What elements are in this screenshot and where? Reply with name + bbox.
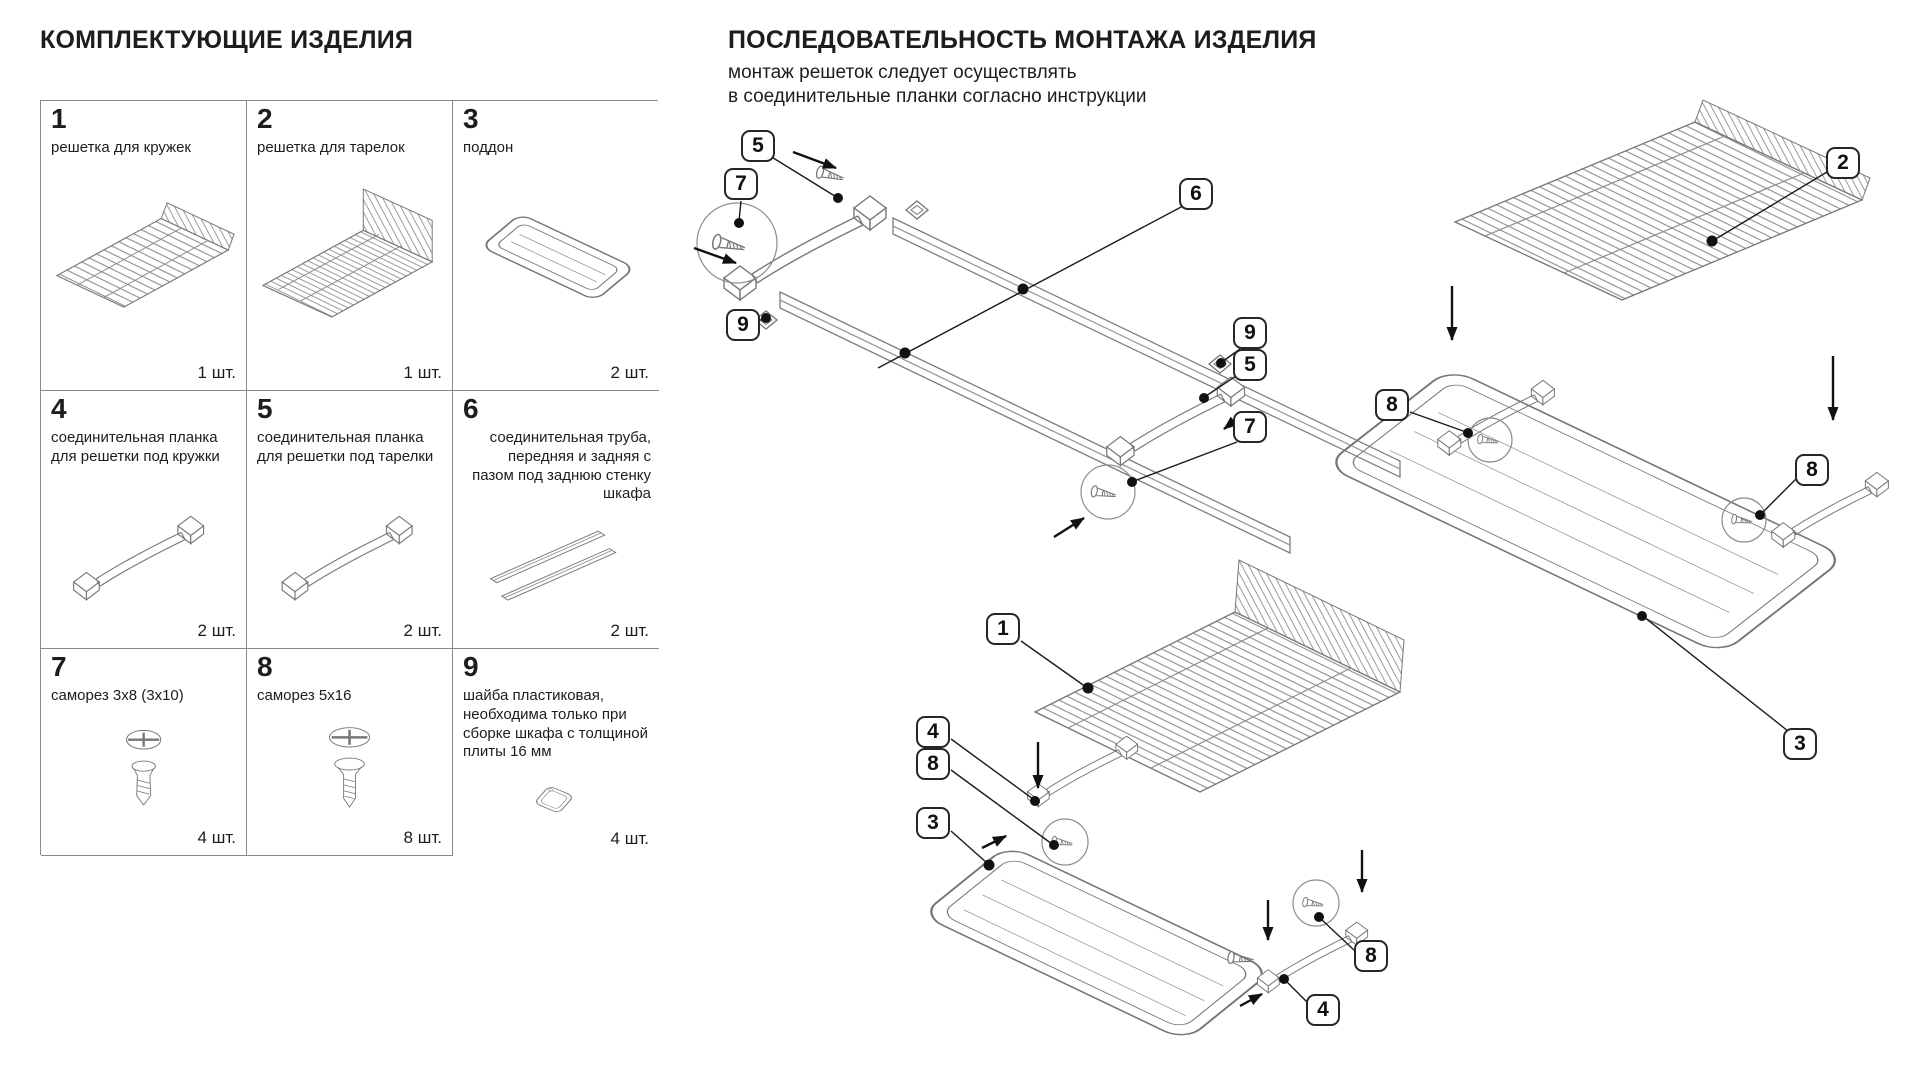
callout-9-washer: 9 [726,309,760,341]
part-qty: 2 шт. [610,363,649,382]
part-desc: решетка для кружек [51,139,191,156]
callout-5-plank-right: 5 [1233,349,1267,381]
connecting-tubes-drawing [459,509,653,612]
part-number: 5 [257,393,273,424]
part-desc: поддон [463,139,514,156]
cup-rack-drawing [47,167,240,354]
drip-tray [921,845,1272,1041]
part-number: 7 [51,651,67,682]
part-cell-5 [247,391,453,649]
callout-5-plank: 5 [741,130,775,162]
callout-7-screw: 7 [724,168,758,200]
part-number: 6 [463,393,479,424]
leader-dots [734,193,1226,487]
diagram-cup-rack-mounting [1325,100,1888,731]
callout-8-screw-bottom: 8 [1354,940,1388,972]
part-number: 2 [257,103,273,134]
plate-rack-drawing [253,167,446,354]
callout-3-tray: 3 [916,807,950,839]
part-qty: 2 шт. [197,621,236,640]
part-desc: соединительная планка для решетки под тарелки [257,429,434,465]
callout-3-tray-right: 3 [1783,728,1817,760]
assembly-panel-title: ПОСЛЕДОВАТЕЛЬНОСТЬ МОНТАЖА ИЗДЕЛИЯ [728,26,1317,54]
callout-6-tube: 6 [1179,178,1213,210]
part-qty: 4 шт. [610,829,649,848]
part-qty: 4 шт. [197,828,236,847]
part-cell-6 [453,391,659,649]
parts-panel-title: КОМПЛЕКТУЮЩИЕ ИЗДЕЛИЯ [40,26,414,54]
part-cell-7 [41,649,247,856]
callout-4-plank-bottom: 4 [1306,994,1340,1026]
part-number: 8 [257,651,273,682]
part-qty: 2 шт. [610,621,649,640]
part-desc: саморез 5x16 [257,687,352,704]
callout-2-plate-rack: 2 [1826,147,1860,179]
part-qty: 1 шт. [197,363,236,382]
part-desc: шайба пластиковая, необходима только при сборке шкафа с толщиной плиты 16 мм [463,687,648,761]
callout-4-plank: 4 [916,716,950,748]
screw-large-drawing [253,721,446,819]
part-desc: соединительная труба, передняя и задняя с пазом под заднюю стенку шкафа [472,429,651,503]
connecting-plank-drawing [47,509,240,612]
part-qty: 1 шт. [403,363,442,382]
callout-9-washer-right: 9 [1233,317,1267,349]
connecting-plank-drawing [253,509,446,612]
parts-grid [40,100,658,855]
assembly-subtitle-line2: в соединительные планки согласно инструкции [728,86,1147,107]
diagram-frame-assembly [694,152,1400,553]
part-cell-4 [41,391,247,649]
part-cell-9 [453,649,659,856]
screw-small-drawing [47,721,240,819]
plastic-washer-drawing [459,783,653,822]
part-cell-8 [247,649,453,856]
callout-1-cup-rack: 1 [986,613,1020,645]
callout-8-screw-right: 8 [1795,454,1829,486]
part-cell-2 [247,101,453,391]
part-qty: 2 шт. [403,621,442,640]
callout-8-screw: 8 [916,748,950,780]
part-desc: саморез 3x8 (3x10) [51,687,184,704]
part-qty: 8 шт. [403,828,442,847]
drip-tray-drawing [459,167,653,354]
part-number: 4 [51,393,67,424]
connecting-tube-front [893,218,1400,477]
part-number: 9 [463,651,479,682]
direction-arrows [1452,286,1833,420]
part-desc: решетка для тарелок [257,139,405,156]
assembly-subtitle-line1: монтаж решеток следует осуществлять [728,62,1077,83]
part-number: 1 [51,103,67,134]
part-cell-3 [453,101,659,391]
part-cell-1 [41,101,247,391]
callout-8-screw-left: 8 [1375,389,1409,421]
connecting-tube-rear [780,292,1290,553]
callout-7-screw-right: 7 [1233,411,1267,443]
part-number: 3 [463,103,479,134]
part-desc: соединительная планка для решетки под кружки [51,429,220,465]
